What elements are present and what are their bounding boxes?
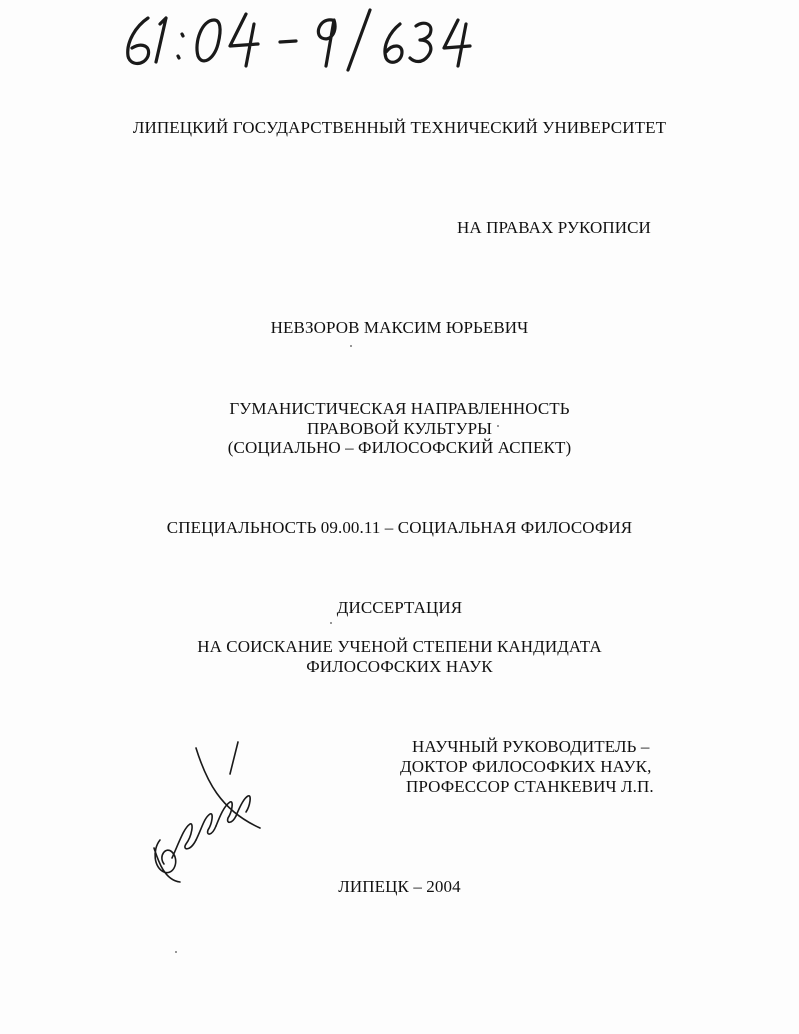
author-name: НЕВЗОРОВ МАКСИМ ЮРЬЕВИЧ [270,318,529,337]
scan-speck [350,345,352,347]
scan-speck [330,622,332,624]
handwritten-archive-number [118,4,478,74]
degree-line-1: НА СОИСКАНИЕ УЧЕНОЙ СТЕПЕНИ КАНДИДАТА [197,637,602,656]
supervisor-line-1: НАУЧНЫЙ РУКОВОДИТЕЛЬ – [412,737,650,756]
supervisor-line-2: ДОКТОР ФИЛОСОФКИХ НАУК, [400,757,652,776]
title-line-3: (СОЦИАЛЬНО – ФИЛОСОФСКИЙ АСПЕКТ) [227,438,572,457]
supervisor-line-3: ПРОФЕССОР СТАНКЕВИЧ Л.П. [406,777,654,796]
university-name: ЛИПЕЦКИЙ ГОСУДАРСТВЕННЫЙ ТЕХНИЧЕСКИЙ УНИВЕРСИТЕТ [132,118,667,137]
scan-speck [497,425,499,427]
city-year: ЛИПЕЦК – 2004 [338,877,461,896]
manuscript-rights: НА ПРАВАХ РУКОПИСИ [457,218,651,237]
document-type: ДИССЕРТАЦИЯ [336,598,463,617]
specialty: СПЕЦИАЛЬНОСТЬ 09.00.11 – СОЦИАЛЬНАЯ ФИЛОСОФИЯ [166,518,633,537]
title-line-2: ПРАВОВОЙ КУЛЬТУРЫ [306,419,493,438]
title-line-1: ГУМАНИСТИЧЕСКАЯ НАПРАВЛЕННОСТЬ [229,399,570,418]
degree-line-2: ФИЛОСОФСКИХ НАУК [306,657,493,676]
scan-speck [175,951,177,953]
handwritten-signature [150,740,280,890]
